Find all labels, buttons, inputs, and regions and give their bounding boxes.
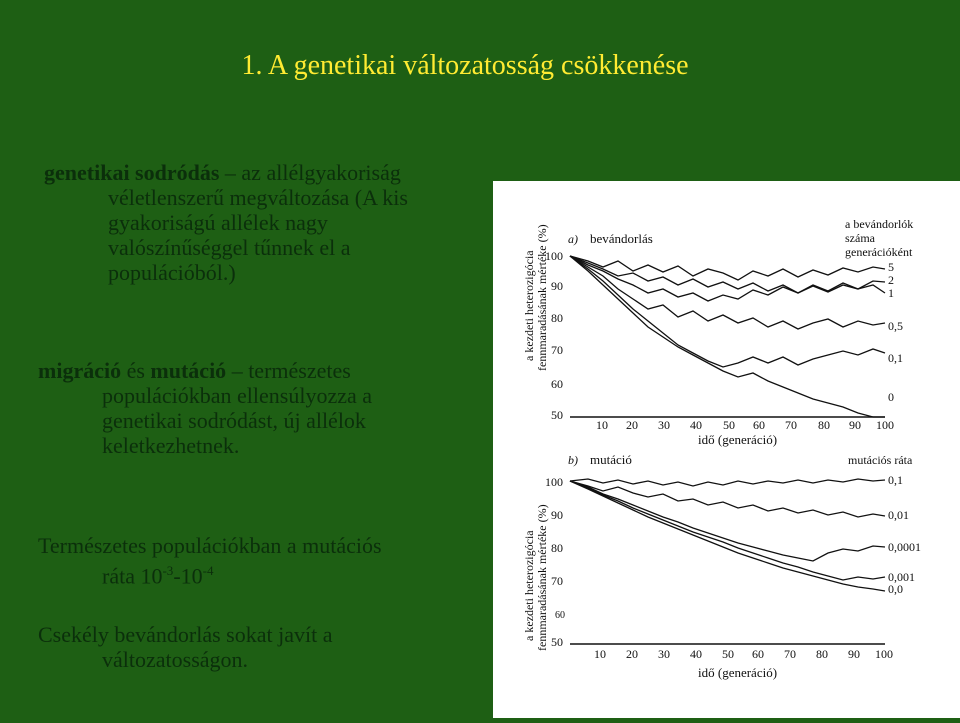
panel-b-xtick: 40 (690, 647, 702, 661)
panel-b-series-label: 0,0 (888, 582, 903, 596)
panel-b-xtick: 100 (875, 647, 893, 661)
panel-b-legend (888, 473, 921, 596)
rate-mid: -10 (173, 563, 203, 589)
panel-a-xtick: 40 (690, 418, 702, 432)
panel-a-series-label: 5 (888, 260, 894, 274)
panel-b-series-label: 0,01 (888, 508, 909, 522)
panel-a-xtick: 50 (723, 418, 735, 432)
panel-a-series-label: 0 (888, 390, 894, 404)
panel-b-ytick: 90 (551, 508, 563, 522)
panel-a-ytick: 90 (551, 279, 563, 293)
panel-a-legend-title-2: száma (845, 231, 875, 245)
panel-b-ytick: 50 (551, 635, 563, 649)
panel-b-xtick: 10 (594, 647, 606, 661)
panel-a-title: bevándorlás (590, 231, 653, 246)
drift-line-3: gyakoriságú allélek nagy (108, 210, 328, 235)
drift-dash-text: – az allélgyakoriság (219, 160, 401, 185)
panel-b-ytick: 100 (545, 475, 563, 489)
migration-paragraph (38, 358, 488, 458)
panel-b-legend-title: mutációs ráta (848, 453, 913, 467)
panel-b-curve-0-001 (570, 481, 885, 580)
mutation-rate-paragraph (38, 533, 488, 588)
heterozygosity-figure (493, 181, 960, 718)
panel-a-x-ticks (596, 418, 894, 432)
mutation-rate-line-1: Természetes populációkban a mutációs (38, 533, 382, 558)
panel-b-x-ticks (594, 647, 893, 661)
figure-svg (493, 181, 960, 718)
panel-b-letter: b) (568, 453, 578, 467)
panel-b-curve-0-0 (570, 481, 885, 591)
panel-b-xtick: 50 (722, 647, 734, 661)
panel-a-ylabel-2: fennmaradásának mértéke (%) (535, 224, 549, 371)
panel-a-curves (570, 256, 885, 417)
panel-b-curve-0-1 (570, 479, 885, 486)
panel-a-curve-0 (570, 256, 885, 417)
panel-b-ylabel-1: a kezdeti heterozigócia (522, 530, 536, 641)
panel-b-xtick: 90 (848, 647, 860, 661)
panel-a-series-label: 1 (888, 286, 894, 300)
panel-b-title: mutáció (590, 452, 632, 467)
immigration-line-1: Csekély bevándorlás sokat javít a (38, 622, 333, 647)
panel-a-xlabel: idő (generáció) (698, 432, 778, 447)
panel-a-xtick: 10 (596, 418, 608, 432)
migration-line-4: keletkezhetnek. (102, 433, 240, 458)
migration-line-2: populációkban ellensúlyozza a (102, 383, 373, 408)
panel-a-curve-0-1 (570, 256, 885, 367)
panel-b-xtick: 20 (626, 647, 638, 661)
panel-a-xtick: 70 (785, 418, 797, 432)
panel-a-ytick: 80 (551, 311, 563, 325)
panel-a-series-label: 0,5 (888, 319, 903, 333)
panel-a-xtick: 30 (658, 418, 670, 432)
panel-a-curve-0-5 (570, 256, 885, 329)
panel-a-xtick: 90 (849, 418, 861, 432)
panel-b-xtick: 30 (658, 647, 670, 661)
page-title: 1. A genetikai változatosság csökkenése (241, 50, 689, 81)
panel-a-xtick: 100 (876, 418, 894, 432)
and-text: és (121, 358, 151, 383)
drift-term: genetikai sodródás (44, 160, 220, 185)
panel-b-xtick: 80 (816, 647, 828, 661)
panel-a-ytick: 70 (551, 343, 563, 357)
panel-b-xtick: 60 (752, 647, 764, 661)
mutation-rate-line-2 (38, 558, 488, 588)
migration-term: migráció (38, 358, 122, 383)
drift-line-5: populációból.) (108, 260, 236, 285)
panel-b-series-label: 0,0001 (888, 540, 921, 554)
panel-a-series-label: 2 (888, 273, 894, 287)
panel-a-xtick: 60 (753, 418, 765, 432)
panel-b-ytick: 60 (555, 610, 565, 621)
panel-a-series-label: 0,1 (888, 351, 903, 365)
immigration-paragraph (38, 622, 488, 672)
panel-a-legend (888, 260, 903, 404)
panel-a-letter: a) (568, 232, 578, 246)
panel-a-legend-title-3: generációként (845, 245, 913, 259)
panel-b-ytick: 80 (551, 541, 563, 555)
migration-rest: – természetes (226, 358, 351, 383)
panel-a-ytick: 100 (545, 249, 563, 263)
panel-a-xtick: 20 (626, 418, 638, 432)
panel-b-series-label: 0,001 (888, 570, 915, 584)
panel-b-curves (570, 479, 885, 591)
drift-line-2: véletlenszerű megváltozása (A kis (108, 185, 408, 210)
migration-line-3: genetikai sodródást, új allélok (102, 408, 366, 433)
panel-b-xlabel: idő (generáció) (698, 665, 778, 680)
panel-a-ytick: 50 (551, 408, 563, 422)
rate-exp-2: -4 (202, 563, 214, 578)
panel-b-xtick: 70 (784, 647, 796, 661)
panel-b-ytick: 70 (551, 574, 563, 588)
panel-b-ylabel-2: fennmaradásának mértéke (%) (535, 504, 549, 651)
panel-a-curve-5 (570, 256, 885, 280)
rate-prefix: ráta 10 (102, 563, 163, 589)
panel-a-ytick: 60 (551, 377, 563, 391)
mutation-term: mutáció (150, 358, 227, 383)
drift-line-4: valószínűséggel tűnnek el a (108, 235, 351, 260)
panel-b-series-label: 0,1 (888, 473, 903, 487)
panel-a-legend-title-1: a bevándorlók (845, 217, 914, 231)
panel-a-xtick: 80 (818, 418, 830, 432)
panel-a-ylabel-1: a kezdeti heterozigócia (522, 250, 536, 361)
drift-paragraph (44, 160, 494, 285)
immigration-line-2: változatosságon. (102, 647, 249, 672)
rate-exp-1: -3 (162, 563, 174, 578)
